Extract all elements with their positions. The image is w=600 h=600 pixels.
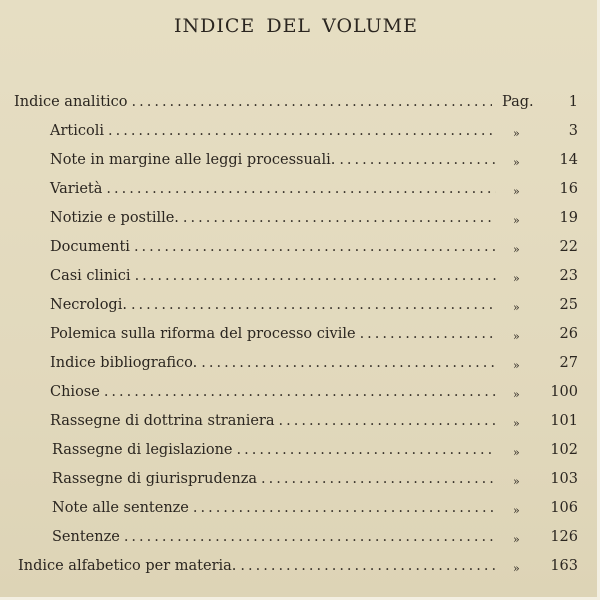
table-of-contents bbox=[0, 90, 600, 590]
toc-entry-label: Notizie e postille. bbox=[50, 210, 179, 226]
toc-entry-label: Indice alfabetico per materia. bbox=[18, 558, 237, 574]
toc-entry-page: 102 bbox=[550, 442, 578, 458]
toc-entry-label: Documenti bbox=[50, 239, 130, 255]
toc-entry-prefix: » bbox=[513, 446, 520, 459]
leader-dots bbox=[261, 471, 496, 487]
toc-entry-page: 3 bbox=[568, 123, 578, 139]
toc-entry-casi-clinici bbox=[50, 268, 500, 290]
toc-entry-page: 106 bbox=[550, 500, 578, 516]
toc-entry-label: Necrologi. bbox=[50, 297, 127, 313]
toc-entry-prefix: Pag. bbox=[502, 94, 534, 110]
toc-entry-articoli bbox=[50, 123, 500, 145]
toc-entry-label: Rassegne di giurisprudenza bbox=[52, 471, 258, 487]
toc-entry-prefix: » bbox=[513, 417, 520, 430]
toc-entry-rassegne-dottrina bbox=[50, 413, 500, 435]
toc-entry-label: Articoli bbox=[50, 123, 104, 139]
toc-entry-chiose bbox=[50, 384, 500, 406]
toc-entry-page: 16 bbox=[559, 181, 578, 197]
toc-entry-label: Sentenze bbox=[52, 529, 120, 545]
toc-entry-page: 103 bbox=[550, 471, 578, 487]
toc-entry-page: 27 bbox=[559, 355, 578, 371]
toc-entry-documenti bbox=[50, 239, 500, 261]
toc-entry-prefix: » bbox=[513, 330, 520, 343]
toc-entry-varieta bbox=[50, 181, 500, 203]
leader-dots bbox=[339, 152, 496, 168]
toc-entry-prefix: » bbox=[513, 533, 520, 546]
leader-dots bbox=[106, 181, 496, 197]
leader-dots bbox=[201, 355, 496, 371]
toc-entry-label: Rassegne di legislazione bbox=[52, 442, 233, 458]
toc-entry-label: Chiose bbox=[50, 384, 100, 400]
toc-entry-prefix: » bbox=[513, 562, 520, 575]
toc-entry-rassegne-giurisprudenza bbox=[52, 471, 500, 493]
toc-entry-prefix: » bbox=[513, 214, 520, 227]
toc-entry-page: 23 bbox=[559, 268, 578, 284]
toc-entry-prefix: » bbox=[513, 475, 520, 488]
toc-entry-page: 19 bbox=[559, 210, 578, 226]
leader-dots bbox=[183, 210, 496, 226]
toc-entry-indice-analitico bbox=[14, 94, 496, 116]
toc-entry-page: 100 bbox=[550, 384, 578, 400]
toc-entry-prefix: » bbox=[513, 504, 520, 517]
toc-entry-label: Casi clinici bbox=[50, 268, 131, 284]
toc-entry-page: 1 bbox=[568, 94, 578, 110]
leader-dots bbox=[104, 384, 496, 400]
toc-entry-indice-alfabetico bbox=[18, 558, 500, 580]
leader-dots bbox=[135, 268, 496, 284]
toc-entry-page: 126 bbox=[550, 529, 578, 545]
toc-entry-prefix: » bbox=[513, 185, 520, 198]
toc-entry-rassegne-legislazione bbox=[52, 442, 500, 464]
leader-dots bbox=[134, 239, 496, 255]
toc-entry-label: Note in margine alle leggi processuali. bbox=[50, 152, 336, 168]
leader-dots bbox=[124, 529, 496, 545]
toc-entry-prefix: » bbox=[513, 272, 520, 285]
toc-entry-label: Rassegne di dottrina straniera bbox=[50, 413, 275, 429]
volume-index-title: INDICE DEL VOLUME bbox=[174, 15, 418, 37]
toc-entry-prefix: » bbox=[513, 359, 520, 372]
leader-dots bbox=[240, 558, 496, 574]
toc-entry-label: Indice bibliografico. bbox=[50, 355, 198, 371]
leader-dots bbox=[108, 123, 496, 139]
toc-entry-page: 14 bbox=[559, 152, 578, 168]
leader-dots bbox=[360, 326, 496, 342]
toc-entry-sentenze bbox=[52, 529, 500, 551]
toc-entry-prefix: » bbox=[513, 301, 520, 314]
toc-entry-label: Indice analitico bbox=[14, 94, 128, 110]
toc-entry-page: 25 bbox=[559, 297, 578, 313]
toc-entry-prefix: » bbox=[513, 243, 520, 256]
leader-dots bbox=[131, 297, 496, 313]
leader-dots bbox=[193, 500, 496, 516]
toc-entry-label: Note alle sentenze bbox=[52, 500, 189, 516]
toc-entry-prefix: » bbox=[513, 388, 520, 401]
toc-entry-page: 101 bbox=[550, 413, 578, 429]
leader-dots bbox=[132, 94, 492, 110]
toc-entry-prefix: » bbox=[513, 156, 520, 169]
toc-entry-notizie-e-postille bbox=[50, 210, 500, 232]
toc-entry-label: Polemica sulla riforma del processo civile bbox=[50, 326, 356, 342]
toc-entry-prefix: » bbox=[513, 127, 520, 140]
toc-entry-page: 163 bbox=[550, 558, 578, 574]
toc-entry-note-alle-sentenze bbox=[52, 500, 500, 522]
toc-entry-necrologi bbox=[50, 297, 500, 319]
toc-entry-label: Varietà bbox=[50, 181, 103, 197]
toc-entry-indice-bibliografico bbox=[50, 355, 500, 377]
toc-entry-polemica bbox=[50, 326, 500, 348]
toc-entry-page: 22 bbox=[559, 239, 578, 255]
leader-dots bbox=[237, 442, 497, 458]
toc-entry-page: 26 bbox=[559, 326, 578, 342]
leader-dots bbox=[279, 413, 496, 429]
toc-entry-note-in-margine bbox=[50, 152, 500, 174]
